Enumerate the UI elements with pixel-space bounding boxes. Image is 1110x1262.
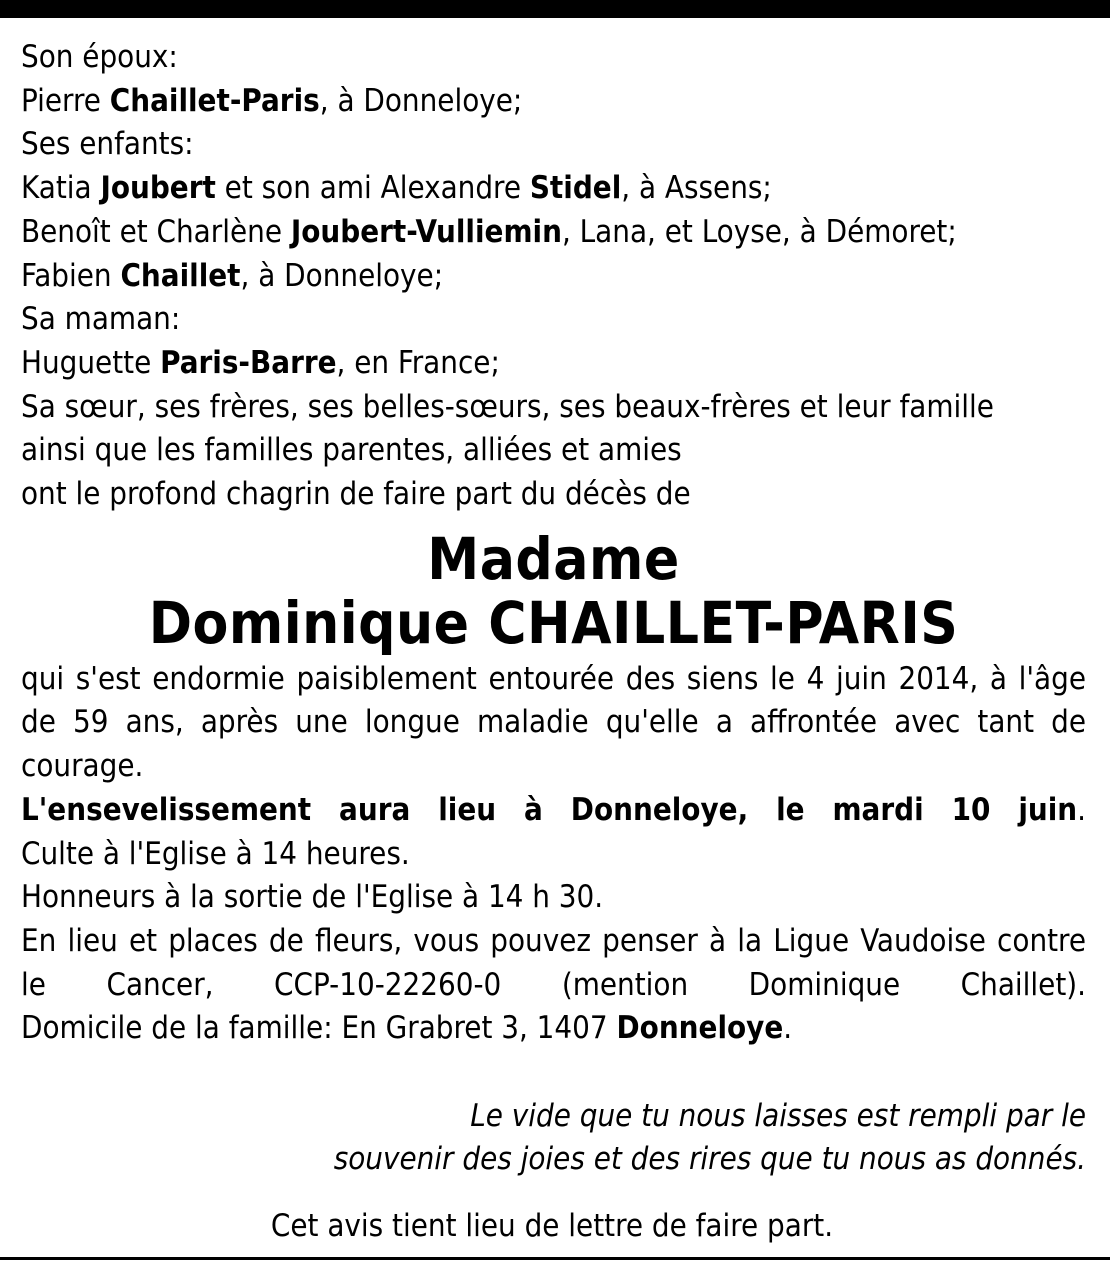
- family-text: Benoît et Charlène: [21, 213, 291, 250]
- family-line: [21, 80, 1086, 124]
- family-text: Ses enfants:: [21, 126, 194, 163]
- deceased-name-block: [21, 524, 1086, 657]
- family-text: ont le profond chagrin de faire part du décès de: [21, 476, 691, 513]
- deceased-title: Madame: [427, 524, 680, 593]
- quote-line: Le vide que tu nous laisses est rempli par le: [470, 1098, 1086, 1134]
- family-text: Katia: [21, 170, 101, 207]
- family-text: Pierre: [21, 82, 110, 119]
- family-text: Son époux:: [21, 39, 178, 75]
- family-text: Fabien: [21, 257, 121, 294]
- family-line: [21, 473, 1086, 517]
- family-line: [21, 167, 1086, 211]
- family-surname: Chaillet-Paris: [109, 82, 320, 119]
- domicile-text: Domicile de la famille: En Grabret 3, 1407: [21, 1010, 617, 1047]
- memorial-quote: [334, 1095, 1086, 1181]
- family-text: , Lana, et Loyse, à Démoret;: [561, 213, 957, 250]
- family-line: [21, 36, 1086, 80]
- top-rule: [0, 0, 1110, 18]
- family-text: ainsi que les familles parentes, alliées et amies: [21, 432, 682, 469]
- family-surname: Stidel: [529, 170, 622, 207]
- family-line: [21, 298, 1086, 342]
- notice-body: [21, 36, 1086, 1051]
- family-line: [21, 342, 1086, 386]
- burial-line: [21, 789, 1086, 833]
- family-surname: Chaillet: [120, 257, 241, 294]
- family-line: [21, 255, 1086, 299]
- honours-line: Honneurs à la sortie de l'Eglise à 14 h 30.: [21, 879, 604, 916]
- domicile-line: [21, 1007, 1086, 1051]
- family-text: Huguette: [21, 344, 161, 381]
- family-text: , à Donneloye;: [319, 82, 523, 119]
- family-surname: Joubert: [100, 170, 216, 207]
- footer-note: [0, 1205, 1110, 1248]
- family-line: [21, 123, 1086, 167]
- family-text: Sa maman:: [21, 301, 181, 338]
- family-text: et son ami Alexandre: [215, 170, 530, 207]
- family-line: [21, 386, 1086, 430]
- domicile-end: .: [783, 1010, 793, 1047]
- family-text: , en France;: [336, 344, 500, 381]
- donation-paragraph: En lieu et places de fleurs, vous pouvez penser à la Ligue Vaudoise contre le Cancer, CCP-10-22260-0 (mention Dominique Chaillet).: [21, 922, 1086, 1003]
- service-line: Culte à l'Eglise à 14 heures.: [21, 835, 410, 872]
- footer-text: Cet avis tient lieu de lettre de faire part.: [270, 1208, 834, 1244]
- family-surname: Paris-Barre: [160, 344, 337, 381]
- family-line: [21, 429, 1086, 473]
- deceased-name: Dominique CHAILLET-PARIS: [148, 588, 959, 657]
- family-text: , à Donneloye;: [240, 257, 444, 294]
- passing-paragraph: qui s'est endormie paisiblement entourée des siens le 4 juin 2014, à l'âge de 59 ans, après une longue maladie qu'elle a affrontée avec tant de courage.: [21, 660, 1086, 785]
- family-text: , à Assens;: [621, 170, 772, 207]
- burial-end: .: [1077, 791, 1086, 828]
- domicile-town: Donneloye: [616, 1010, 784, 1047]
- bottom-rule: [0, 1257, 1110, 1260]
- family-line: [21, 211, 1086, 255]
- burial-bold-text: L'ensevelissement aura lieu à Donneloye, le mardi 10 juin: [21, 791, 1078, 828]
- family-text: Sa sœur, ses frères, ses belles-sœurs, ses beaux-frères et leur famille: [21, 388, 994, 425]
- quote-line: souvenir des joies et des rires que tu nous as donnés.: [333, 1141, 1086, 1177]
- family-surname: Joubert-Vulliemin: [290, 213, 562, 250]
